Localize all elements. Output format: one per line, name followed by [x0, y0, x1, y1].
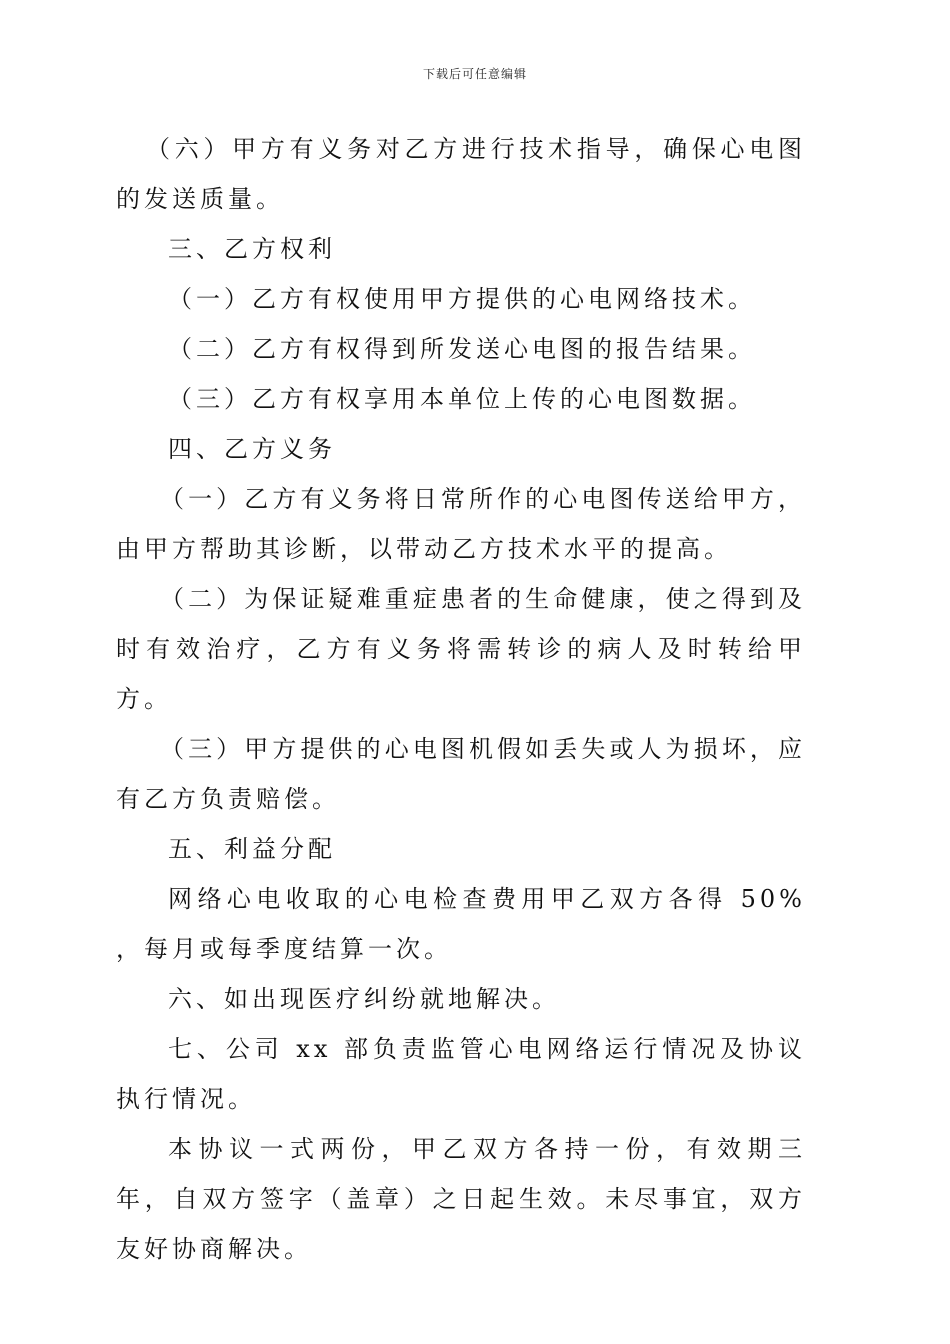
section-heading-party-b-obligations: 四、乙方义务	[168, 435, 336, 463]
document-body	[116, 124, 806, 1274]
paragraph-rights-2: （二）乙方有权得到所发送心电图的报告结果。	[168, 335, 756, 363]
section-supervision: 七、公司 xx 部负责监管心电网络运行情况及协议执行情况。	[116, 1035, 806, 1113]
paragraph-obligations-2: （二）为保证疑难重症患者的生命健康，使之得到及时有效治疗，乙方有义务将需转诊的病人及时转给甲方。	[116, 585, 806, 713]
section-dispute-resolution: 六、如出现医疗纠纷就地解决。	[168, 985, 560, 1013]
paragraph-agreement-terms: 本协议一式两份，甲乙双方各持一份，有效期三年，自双方签字（盖章）之日起生效。未尽事宜，双方友好协商解决。	[116, 1135, 806, 1263]
section-heading-profit-distribution: 五、利益分配	[168, 835, 336, 863]
section-heading-party-b-rights: 三、乙方权利	[168, 235, 336, 263]
paragraph-obligations-1: （一）乙方有义务将日常所作的心电图传送给甲方，由甲方帮助其诊断，以带动乙方技术水平的提高。	[116, 485, 806, 563]
paragraph-obligations-3: （三）甲方提供的心电图机假如丢失或人为损坏，应有乙方负责赔偿。	[116, 735, 806, 813]
page-header-note: 下载后可任意编辑	[422, 67, 527, 81]
paragraph-rights-3: （三）乙方有权享用本单位上传的心电图数据。	[168, 385, 756, 413]
paragraph-rights-1: （一）乙方有权使用甲方提供的心电网络技术。	[168, 285, 756, 313]
paragraph-item-6-guidance: （六）甲方有义务对乙方进行技术指导，确保心电图的发送质量。	[116, 135, 806, 213]
paragraph-profit-distribution: 网络心电收取的心电检查费用甲乙双方各得 50% ，每月或每季度结算一次。	[116, 885, 806, 963]
